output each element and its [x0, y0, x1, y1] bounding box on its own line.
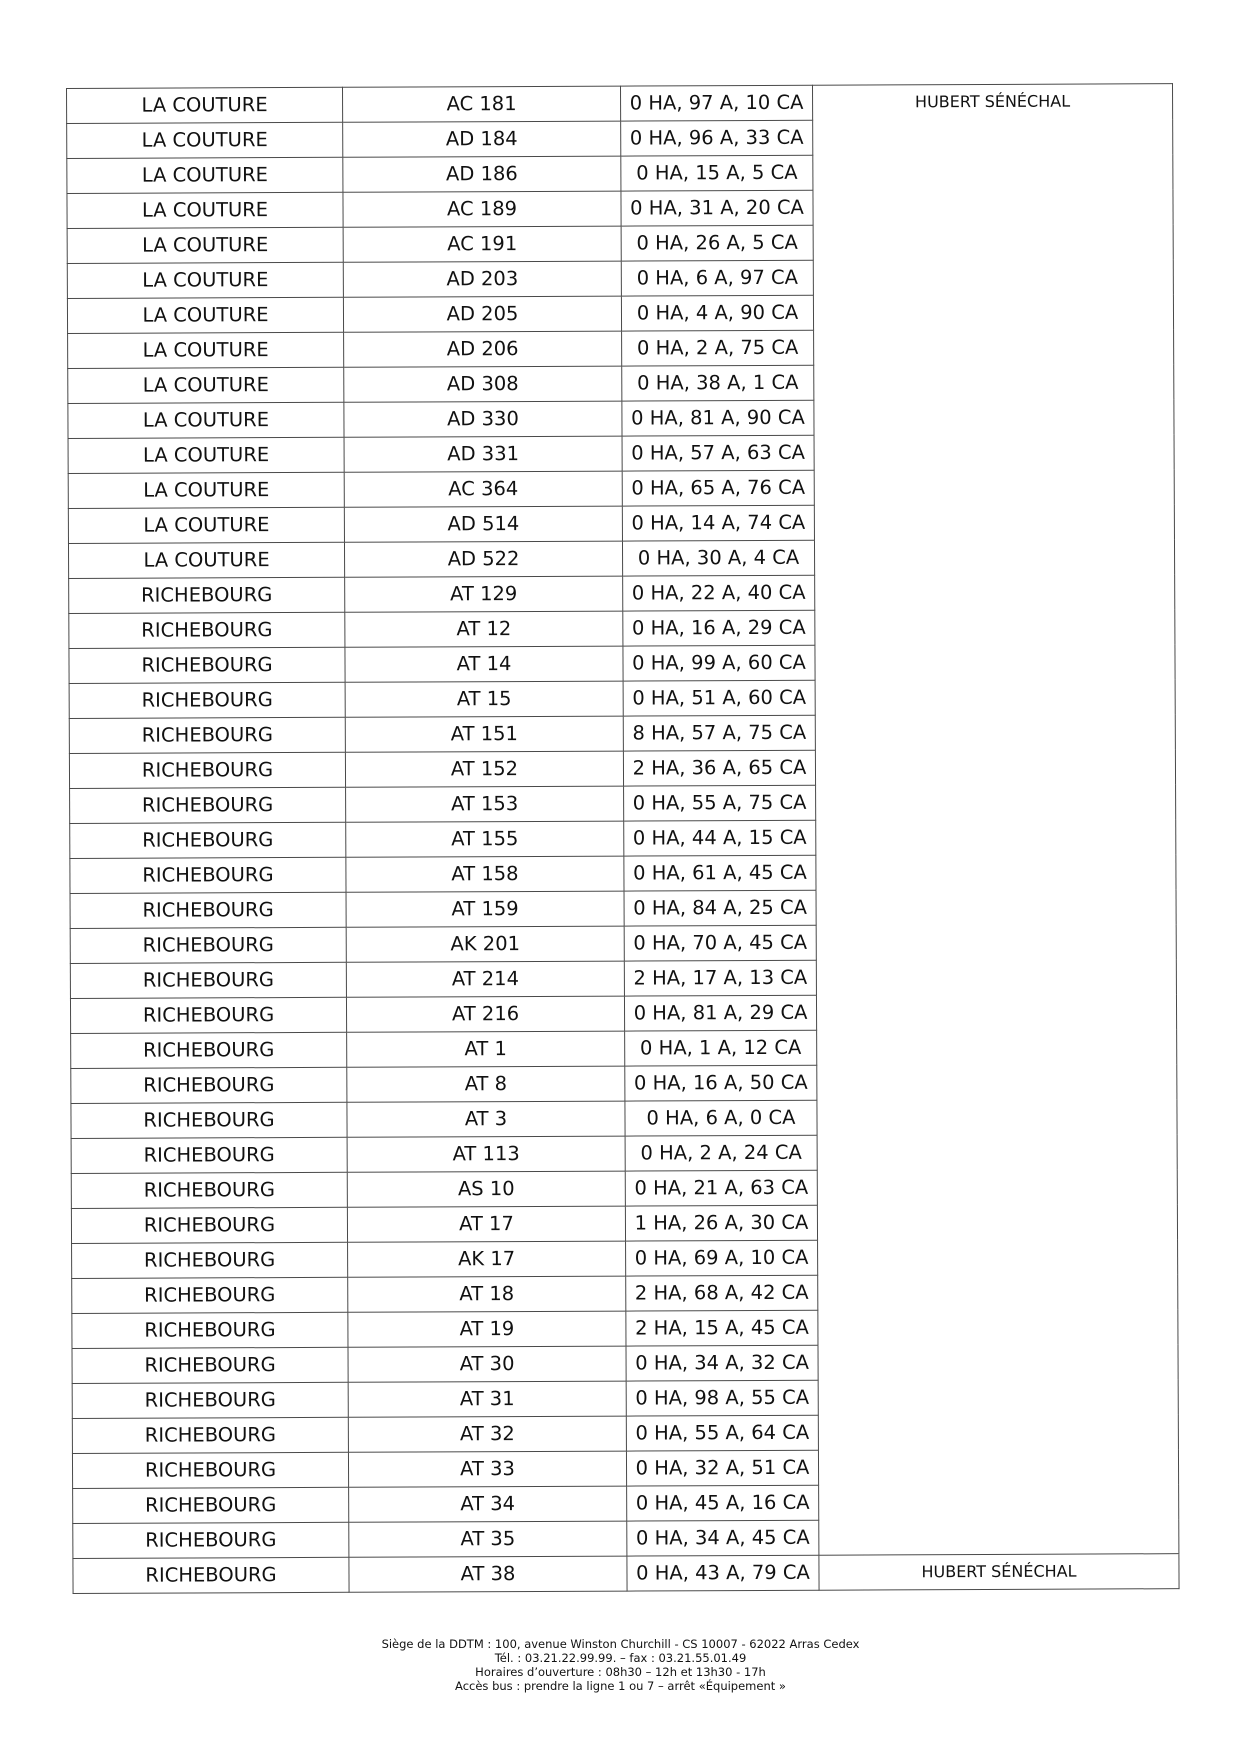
owner-cell: [814, 469, 1174, 506]
area-cell: 0 HA, 14 A, 74 CA: [622, 505, 814, 541]
area-cell: 0 HA, 55 A, 75 CA: [624, 785, 816, 821]
table-row: [70, 784, 1176, 824]
owner-cell: [817, 1099, 1177, 1136]
table-row: [71, 1169, 1177, 1209]
table-row: [67, 224, 1173, 264]
parcel-cell: AT 35: [349, 1521, 627, 1557]
commune-cell: RICHEBOURG: [73, 1522, 349, 1558]
owner-cell: [815, 714, 1175, 751]
parcel-cell: AK 17: [348, 1241, 626, 1277]
commune-cell: LA COUTURE: [68, 542, 344, 578]
area-cell: 0 HA, 30 A, 4 CA: [622, 540, 814, 576]
commune-cell: LA COUTURE: [68, 472, 344, 508]
parcel-cell: AD 205: [343, 296, 621, 332]
commune-cell: RICHEBOURG: [72, 1382, 348, 1418]
parcel-cell: AT 3: [347, 1101, 625, 1137]
table-row: [69, 574, 1175, 614]
commune-cell: RICHEBOURG: [70, 857, 346, 893]
owner-cell: [816, 959, 1176, 996]
table-row: [68, 434, 1174, 474]
table-row: [71, 1204, 1177, 1244]
area-cell: 2 HA, 36 A, 65 CA: [623, 750, 815, 786]
parcel-cell: AT 158: [346, 856, 624, 892]
parcel-cell: AD 522: [344, 541, 622, 577]
owner-cell: [815, 749, 1175, 786]
commune-cell: RICHEBOURG: [70, 892, 346, 928]
parcel-cell: AT 113: [347, 1136, 625, 1172]
parcel-cell: AT 216: [346, 996, 624, 1032]
parcel-cell: AD 206: [344, 331, 622, 367]
parcel-cell: AT 31: [348, 1381, 626, 1417]
table-row: [72, 1344, 1178, 1384]
owner-cell: [817, 1134, 1177, 1171]
parcel-cell: AT 153: [346, 786, 624, 822]
commune-cell: LA COUTURE: [68, 332, 344, 368]
parcel-cell: AT 17: [347, 1206, 625, 1242]
area-cell: 0 HA, 57 A, 63 CA: [622, 435, 814, 471]
parcel-cell: AT 34: [349, 1486, 627, 1522]
area-cell: 0 HA, 45 A, 16 CA: [627, 1485, 819, 1521]
owner-cell: [816, 784, 1176, 821]
parcel-table-body: [67, 84, 1180, 1594]
parcel-cell: AD 186: [343, 156, 621, 192]
parcel-cell: AT 151: [345, 716, 623, 752]
parcel-cell: AT 18: [348, 1276, 626, 1312]
area-cell: 0 HA, 15 A, 5 CA: [621, 155, 813, 191]
table-row: [72, 1274, 1178, 1314]
parcel-cell: AT 15: [345, 681, 623, 717]
parcel-cell: AC 364: [344, 471, 622, 507]
table-row: [69, 679, 1175, 719]
area-cell: 2 HA, 68 A, 42 CA: [626, 1275, 818, 1311]
parcel-cell: AT 155: [346, 821, 624, 857]
footer-opening-hours: Horaires d’ouverture : 08h30 – 12h et 13h30 - 17h: [475, 1665, 766, 1679]
commune-cell: RICHEBOURG: [72, 1452, 348, 1488]
commune-cell: LA COUTURE: [67, 87, 343, 123]
table-row: [68, 399, 1174, 439]
owner-cell: [814, 329, 1174, 366]
footer-bus-access: Accès bus : prendre la ligne 1 ou 7 – arrêt «Équipement »: [455, 1679, 786, 1693]
owner-cell: [813, 294, 1173, 331]
owner-cell: [813, 259, 1173, 296]
table-row: [72, 1379, 1178, 1419]
table-row: [69, 609, 1175, 649]
parcel-cell: AT 38: [349, 1556, 627, 1592]
commune-cell: LA COUTURE: [67, 227, 343, 263]
footer-address: Siège de la DDTM : 100, avenue Winston Churchill - CS 10007 - 62022 Arras Cedex: [381, 1637, 860, 1651]
parcel-cell: AS 10: [347, 1171, 625, 1207]
table-row: [72, 1414, 1178, 1454]
area-cell: 0 HA, 16 A, 29 CA: [623, 610, 815, 646]
commune-cell: RICHEBOURG: [72, 1417, 348, 1453]
owner-cell: [818, 1309, 1178, 1346]
table-row: [67, 259, 1173, 299]
table-row: [70, 854, 1176, 894]
owner-cell: [815, 609, 1175, 646]
owner-cell: [816, 889, 1176, 926]
area-cell: 0 HA, 31 A, 20 CA: [621, 190, 813, 226]
owner-cell: [818, 1414, 1178, 1451]
commune-cell: LA COUTURE: [67, 297, 343, 333]
commune-cell: RICHEBOURG: [72, 1242, 348, 1278]
commune-cell: LA COUTURE: [68, 402, 344, 438]
parcel-cell: AT 159: [346, 891, 624, 927]
area-cell: 0 HA, 55 A, 64 CA: [626, 1415, 818, 1451]
table-row: [68, 364, 1174, 404]
table-row: [70, 994, 1176, 1034]
commune-cell: LA COUTURE: [67, 192, 343, 228]
commune-cell: RICHEBOURG: [71, 1172, 347, 1208]
parcel-cell: AT 12: [345, 611, 623, 647]
table-row: [70, 819, 1176, 859]
commune-cell: RICHEBOURG: [69, 647, 345, 683]
commune-cell: LA COUTURE: [68, 507, 344, 543]
owner-cell: [818, 1379, 1178, 1416]
table-row: [72, 1239, 1178, 1279]
commune-cell: RICHEBOURG: [71, 1137, 347, 1173]
commune-cell: LA COUTURE: [68, 437, 344, 473]
parcel-cell: AT 30: [348, 1346, 626, 1382]
area-cell: 0 HA, 22 A, 40 CA: [623, 575, 815, 611]
parcel-cell: AD 308: [344, 366, 622, 402]
owner-cell: [818, 1239, 1178, 1276]
commune-cell: RICHEBOURG: [69, 752, 345, 788]
commune-cell: LA COUTURE: [67, 157, 343, 193]
commune-cell: LA COUTURE: [68, 367, 344, 403]
commune-cell: RICHEBOURG: [70, 822, 346, 858]
commune-cell: RICHEBOURG: [70, 787, 346, 823]
parcel-cell: AT 19: [348, 1311, 626, 1347]
commune-cell: RICHEBOURG: [73, 1557, 349, 1593]
owner-cell: HUBERT SÉNÉCHAL: [819, 1554, 1179, 1591]
area-cell: 0 HA, 98 A, 55 CA: [626, 1380, 818, 1416]
owner-cell: [816, 819, 1176, 856]
parcel-cell: AD 330: [344, 401, 622, 437]
table-row: [69, 644, 1175, 684]
parcel-cell: AT 152: [345, 751, 623, 787]
owner-cell: [815, 644, 1175, 681]
parcel-cell: AD 203: [343, 261, 621, 297]
commune-cell: RICHEBOURG: [69, 577, 345, 613]
parcel-cell: AT 33: [348, 1451, 626, 1487]
table-row: [67, 294, 1173, 334]
parcel-cell: AD 331: [344, 436, 622, 472]
area-cell: 0 HA, 51 A, 60 CA: [623, 680, 815, 716]
commune-cell: RICHEBOURG: [72, 1347, 348, 1383]
table-row: [73, 1554, 1179, 1594]
area-cell: 0 HA, 26 A, 5 CA: [621, 225, 813, 261]
area-cell: 0 HA, 21 A, 63 CA: [625, 1170, 817, 1206]
area-cell: 0 HA, 1 A, 12 CA: [625, 1030, 817, 1066]
commune-cell: LA COUTURE: [67, 122, 343, 158]
owner-cell: [818, 1344, 1178, 1381]
area-cell: 0 HA, 43 A, 79 CA: [627, 1555, 819, 1591]
owner-cell: [814, 399, 1174, 436]
table-row: [73, 1519, 1179, 1559]
owner-cell: [819, 1519, 1179, 1556]
commune-cell: RICHEBOURG: [71, 1207, 347, 1243]
area-cell: 0 HA, 32 A, 51 CA: [626, 1450, 818, 1486]
commune-cell: RICHEBOURG: [71, 1102, 347, 1138]
owner-cell: [813, 189, 1173, 226]
parcel-cell: AC 181: [342, 86, 620, 122]
table-row: [71, 1134, 1177, 1174]
table-row: [71, 1064, 1177, 1104]
parcel-cell: AD 514: [344, 506, 622, 542]
parcel-cell: AT 8: [347, 1066, 625, 1102]
parcel-cell: AT 129: [345, 576, 623, 612]
owner-cell: [813, 154, 1173, 191]
commune-cell: RICHEBOURG: [70, 962, 346, 998]
parcel-cell: AC 191: [343, 226, 621, 262]
owner-cell: [817, 1029, 1177, 1066]
table-row: [69, 749, 1175, 789]
area-cell: 0 HA, 96 A, 33 CA: [621, 120, 813, 156]
area-cell: 0 HA, 4 A, 90 CA: [621, 295, 813, 331]
table-row: [70, 889, 1176, 929]
commune-cell: RICHEBOURG: [69, 717, 345, 753]
owner-cell: [815, 574, 1175, 611]
area-cell: 0 HA, 34 A, 45 CA: [627, 1520, 819, 1556]
commune-cell: RICHEBOURG: [72, 1277, 348, 1313]
area-cell: 0 HA, 6 A, 0 CA: [625, 1100, 817, 1136]
area-cell: 0 HA, 84 A, 25 CA: [624, 890, 816, 926]
owner-cell: [814, 539, 1174, 576]
area-cell: 0 HA, 81 A, 29 CA: [624, 995, 816, 1031]
owner-cell: [813, 224, 1173, 261]
area-cell: 0 HA, 61 A, 45 CA: [624, 855, 816, 891]
table-row: [67, 154, 1173, 194]
owner-cell: [816, 924, 1176, 961]
area-cell: 8 HA, 57 A, 75 CA: [623, 715, 815, 751]
table-row: [70, 924, 1176, 964]
owner-cell: [815, 679, 1175, 716]
area-cell: 0 HA, 81 A, 90 CA: [622, 400, 814, 436]
area-cell: 0 HA, 97 A, 10 CA: [620, 85, 812, 121]
commune-cell: RICHEBOURG: [69, 612, 345, 648]
table-row: [70, 959, 1176, 999]
area-cell: 0 HA, 38 A, 1 CA: [622, 365, 814, 401]
area-cell: 0 HA, 44 A, 15 CA: [624, 820, 816, 856]
owner-cell: [813, 119, 1173, 156]
parcel-cell: AK 201: [346, 926, 624, 962]
table-row: [71, 1099, 1177, 1139]
footer-phone-fax: Tél. : 03.21.22.99.99. – fax : 03.21.55.01.49: [494, 1651, 747, 1665]
parcel-table: [66, 83, 1180, 1594]
commune-cell: RICHEBOURG: [73, 1487, 349, 1523]
area-cell: 0 HA, 34 A, 32 CA: [626, 1345, 818, 1381]
commune-cell: LA COUTURE: [67, 262, 343, 298]
table-row: [67, 119, 1173, 159]
table-row: [71, 1029, 1177, 1069]
table-row: [67, 84, 1173, 124]
commune-cell: RICHEBOURG: [69, 682, 345, 718]
parcel-cell: AD 184: [343, 121, 621, 157]
commune-cell: RICHEBOURG: [70, 927, 346, 963]
table-row: [68, 539, 1174, 579]
commune-cell: RICHEBOURG: [72, 1312, 348, 1348]
parcel-cell: AT 32: [348, 1416, 626, 1452]
area-cell: 0 HA, 99 A, 60 CA: [623, 645, 815, 681]
parcel-table-container: [66, 83, 1179, 1594]
commune-cell: RICHEBOURG: [71, 1067, 347, 1103]
page-footer: [0, 1637, 1241, 1693]
commune-cell: RICHEBOURG: [71, 1032, 347, 1068]
parcel-cell: AT 214: [346, 961, 624, 997]
area-cell: 2 HA, 17 A, 13 CA: [624, 960, 816, 996]
owner-cell: [817, 1204, 1177, 1241]
table-row: [72, 1449, 1178, 1489]
owner-cell: [818, 1449, 1178, 1486]
owner-cell: [816, 854, 1176, 891]
table-row: [68, 504, 1174, 544]
owner-cell: [817, 1064, 1177, 1101]
commune-cell: RICHEBOURG: [70, 997, 346, 1033]
owner-cell: [814, 434, 1174, 471]
area-cell: 0 HA, 2 A, 75 CA: [622, 330, 814, 366]
owner-cell: [816, 994, 1176, 1031]
table-row: [68, 469, 1174, 509]
parcel-cell: AT 14: [345, 646, 623, 682]
area-cell: 0 HA, 69 A, 10 CA: [626, 1240, 818, 1276]
table-row: [72, 1309, 1178, 1349]
parcel-cell: AC 189: [343, 191, 621, 227]
owner-cell: [814, 504, 1174, 541]
owner-cell: [814, 364, 1174, 401]
table-row: [67, 189, 1173, 229]
table-row: [73, 1484, 1179, 1524]
parcel-cell: AT 1: [347, 1031, 625, 1067]
area-cell: 2 HA, 15 A, 45 CA: [626, 1310, 818, 1346]
area-cell: 0 HA, 2 A, 24 CA: [625, 1135, 817, 1171]
area-cell: 1 HA, 26 A, 30 CA: [625, 1205, 817, 1241]
area-cell: 0 HA, 65 A, 76 CA: [622, 470, 814, 506]
table-row: [68, 329, 1174, 369]
area-cell: 0 HA, 16 A, 50 CA: [625, 1065, 817, 1101]
owner-cell: HUBERT SÉNÉCHAL: [812, 84, 1172, 121]
table-row: [69, 714, 1175, 754]
owner-cell: [817, 1169, 1177, 1206]
area-cell: 0 HA, 70 A, 45 CA: [624, 925, 816, 961]
area-cell: 0 HA, 6 A, 97 CA: [621, 260, 813, 296]
owner-cell: [819, 1484, 1179, 1521]
owner-cell: [818, 1274, 1178, 1311]
